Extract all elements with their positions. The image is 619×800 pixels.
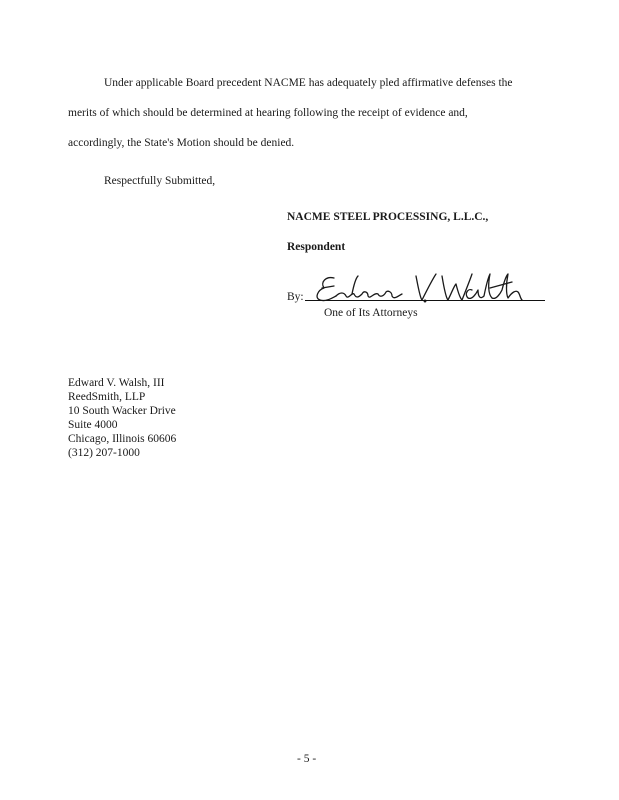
address-name: Edward V. Walsh, III xyxy=(68,377,165,389)
address-firm: ReedSmith, LLP xyxy=(68,391,146,403)
by-label: By: xyxy=(287,291,304,303)
address-city: Chicago, Illinois 60606 xyxy=(68,433,177,445)
attorney-title: One of Its Attorneys xyxy=(324,307,418,319)
body-paragraph-line-1: Under applicable Board precedent NACME has adequately pled affirmative defenses the xyxy=(104,77,513,89)
address-phone: (312) 207-1000 xyxy=(68,447,140,459)
page-number: - 5 - xyxy=(297,753,317,765)
handwritten-signature xyxy=(312,270,527,310)
address-suite: Suite 4000 xyxy=(68,419,118,431)
address-street: 10 South Wacker Drive xyxy=(68,405,176,417)
body-paragraph-line-3: accordingly, the State's Motion should be denied. xyxy=(68,137,295,149)
signature-line xyxy=(305,300,545,301)
closing-text: Respectfully Submitted, xyxy=(104,175,216,187)
body-paragraph-line-2: merits of which should be determined at hearing following the receipt of evidence and, xyxy=(68,107,468,119)
respondent-label: Respondent xyxy=(287,241,346,253)
company-name: NACME STEEL PROCESSING, L.L.C., xyxy=(287,211,489,223)
